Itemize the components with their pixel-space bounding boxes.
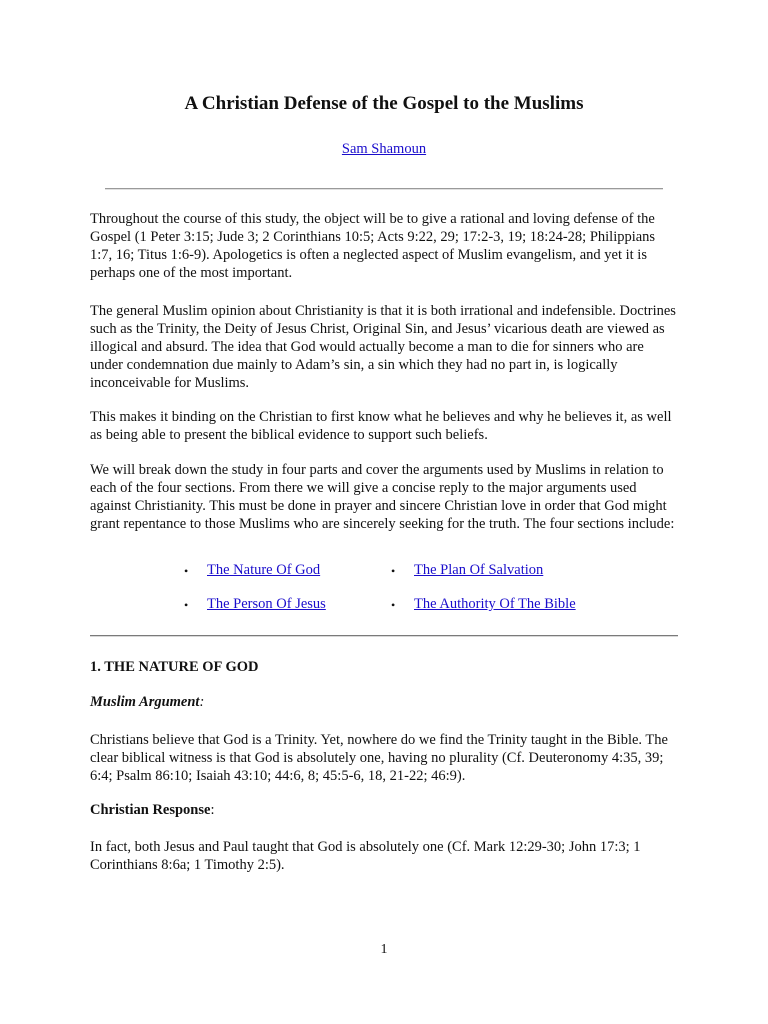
toc-link-nature-of-god[interactable]: The Nature Of God (207, 562, 321, 578)
muslim-argument-label-text: Muslim Argument (90, 694, 200, 710)
author-link[interactable]: Sam Shamoun (341, 141, 427, 157)
intro-paragraph-3: This makes it binding on the Christian to first know what he believes and why he believes it, as well as being able to present the biblical evidence to support such beliefs. (90, 409, 672, 443)
muslim-argument-colon: : (199, 694, 205, 710)
document-title: A Christian Defense of the Gospel to the Muslims (184, 93, 584, 114)
intro-paragraph-1: Throughout the course of this study, the object will be to give a rational and loving defense of the Gospel (1 Peter 3:15; Jude 3; 2 Corinthians 10:5; Acts 9:22, 29; 17:2-3, 19; 18:24-28; Philippians 1:7, 16; Titus 1:6-9). Apologetics is often a neglected aspect of Muslim evangelism, and yet it is perhaps one of the most important. (90, 211, 656, 281)
bullet-icon: • (184, 564, 189, 578)
toc-link-authority-of-bible[interactable]: The Authority Of The Bible (414, 596, 576, 612)
christian-response-text: In fact, both Jesus and Paul taught that God is absolutely one (Cf. Mark 12:29-30; John 17:3; 1 Corinthians 8:6a; 1 Timothy 2:5). (90, 839, 641, 873)
christian-response-colon: : (210, 802, 215, 818)
bullet-icon: • (391, 564, 396, 578)
page-number: 1 (380, 942, 388, 957)
intro-paragraph-4: We will break down the study in four parts and cover the arguments used by Muslims in relation to each of the four sections. From there we will give a concise reply to the major arguments used against Christianity. This must be done in prayer and sincere Christian love in order that God might grant repentance to those Muslims who are sincerely seeking for the truth. The four sections include: (90, 462, 675, 532)
top-divider (105, 188, 663, 190)
muslim-argument-label (90, 694, 204, 711)
intro-paragraph-2: The general Muslim opinion about Christianity is that it is both irrational and indefensible. Doctrines such as the Trinity, the Deity of Jesus Christ, Original Sin, and Jesus’ vicarious death are viewed as illogical and absurd. The idea that God would actually become a man to die for sinners who are under condemnation due mainly to Adam’s sin, a sin which they had no part in, is logically inconceivable for Muslims. (90, 303, 676, 391)
christian-response-label (90, 802, 214, 819)
toc-link-plan-of-salvation[interactable]: The Plan Of Salvation (414, 562, 544, 578)
muslim-argument-text: Christians believe that God is a Trinity. Yet, nowhere do we find the Trinity taught in the Bible. The clear biblical witness is that God is absolutely one, having no plurality (Cf. Deuteronomy 4:35, 39; 6:4; Psalm 86:10; Isaiah 43:10; 44:6, 8; 45:5-6, 18, 21-22; 46:9). (90, 732, 668, 784)
bullet-icon: • (184, 598, 189, 612)
toc-link-person-of-jesus[interactable]: The Person Of Jesus (207, 596, 326, 612)
author-line (0, 141, 768, 158)
bullet-icon: • (391, 598, 396, 612)
section-heading: 1. THE NATURE OF GOD (90, 659, 259, 675)
christian-response-label-text: Christian Response (90, 802, 211, 818)
section-divider (90, 635, 678, 637)
